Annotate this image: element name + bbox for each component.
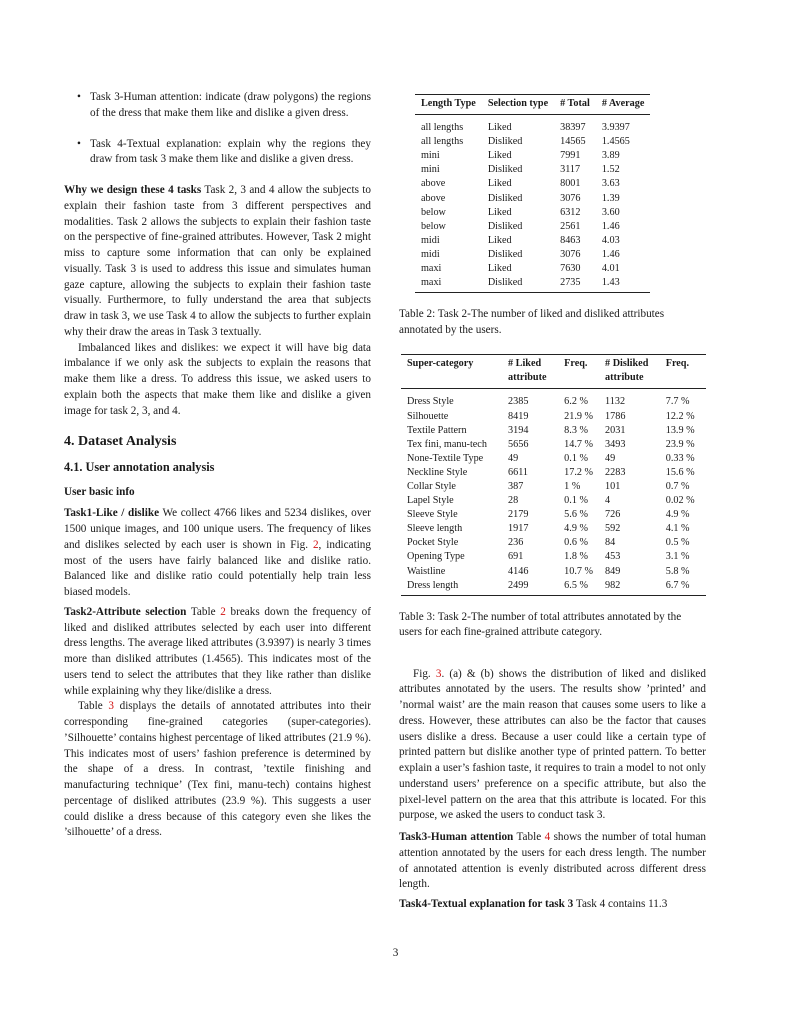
table2-cell: midi: [421, 234, 440, 246]
table3-cell: 23.9 %: [665, 438, 695, 450]
table3-row: [401, 508, 706, 522]
table3-cell: 2179: [508, 509, 529, 521]
table3-cell: 0.1 %: [564, 452, 588, 464]
table3-cell: 28: [508, 495, 519, 507]
task2-paragraph: [64, 605, 371, 700]
table3-cell: 5.8 %: [665, 565, 690, 577]
table2-cell: 4.01: [601, 263, 620, 275]
table3-cell: Sleeve Style: [407, 509, 458, 521]
table3-cell: 0.02 %: [665, 495, 695, 507]
table3-caption: Table 3: Task 2-The number of total attributes annotated by the users for each fine-grained attribute category.: [399, 610, 682, 639]
basic-info-title: User basic info: [64, 486, 135, 499]
task4-paragraph: [399, 897, 706, 913]
table3-cell: 4.1 %: [665, 523, 690, 535]
table2-header-row: [415, 95, 650, 115]
task4-title: Task4-Textual explanation for task 3: [399, 898, 574, 911]
why-paragraph: [64, 183, 371, 341]
table3-row: [401, 424, 706, 438]
table3-cell: 13.9 %: [665, 424, 695, 436]
task2-text: Table: [190, 605, 216, 618]
table2-cell: mini: [421, 164, 440, 176]
table2-row: [415, 262, 650, 276]
table3-cell: 12.2 %: [665, 410, 695, 422]
table2-cell: Disliked: [487, 220, 523, 232]
table3-cell: 5.6 %: [564, 509, 588, 521]
table3-cell: Dress length: [401, 579, 502, 596]
table3-cell: 1132: [605, 396, 626, 408]
table3-cell: 10.7 %: [564, 565, 594, 577]
table2-row: [415, 115, 650, 136]
table2-cell: above: [421, 178, 446, 190]
table2-row: [415, 177, 650, 191]
table3-header: # Liked attribute: [502, 355, 558, 389]
table3-cell: 1917: [508, 523, 529, 535]
table3-header-row: [401, 355, 706, 389]
table3-cell: Lapel Style: [407, 495, 454, 507]
task3-paragraph: [399, 830, 706, 893]
table3-cell: 2283: [605, 466, 626, 478]
table2-cell: 1.46: [601, 220, 620, 232]
table2-cell: 1.39: [601, 192, 620, 204]
table3-row: [401, 466, 706, 480]
table3-link[interactable]: 3: [108, 700, 114, 713]
table2-row: [415, 163, 650, 177]
table3-cell: 0.6 %: [564, 537, 588, 549]
table3-cell: 1.8 %: [564, 551, 588, 563]
table3-cell: 101: [605, 480, 621, 492]
table3-cell: Dress Style: [407, 396, 454, 408]
fig2-link[interactable]: 2: [312, 538, 319, 551]
why-title: Why we design these 4 tasks: [64, 184, 202, 196]
table2-cell: 6312: [560, 206, 581, 218]
task1-text: We collect 4766 likes and 5234 dislikes, over 1500 unique images, and 100 unique users. The frequency of likes and dislikes selected by each user is shown in Fig.: [64, 507, 371, 551]
table2-cell: below: [421, 220, 446, 232]
table2-cell: midi: [421, 248, 440, 260]
table3-cell: 2031: [605, 424, 626, 436]
table3-cell: 0.7 %: [665, 480, 690, 492]
table2-cell: 2735: [554, 276, 596, 293]
table2-cell: 1.52: [601, 164, 620, 176]
table3-header: Super-category: [401, 355, 502, 389]
table2-cell: Liked: [487, 263, 512, 275]
task1-paragraph: [64, 506, 371, 601]
table2-caption: Table 2: Task 2-The number of liked and disliked attributes annotated by the users.: [399, 308, 665, 336]
table3-cell: 691: [508, 551, 524, 563]
right-column: [399, 90, 706, 913]
table2-cell: below: [421, 206, 446, 218]
task4-text: Task 4 contains 11.3: [575, 898, 668, 911]
table2-cell: 14565: [560, 136, 586, 148]
table3-cell: 0.1 %: [564, 495, 588, 507]
table2-link[interactable]: 2: [220, 605, 226, 618]
table2-cell: 3.9397: [601, 122, 630, 134]
subsection-title: 4.1. User annotation analysis: [64, 460, 215, 475]
table2-cell: 8001: [560, 178, 581, 190]
table2-row: [415, 220, 650, 234]
table2-cell: 3.63: [601, 178, 620, 190]
table2-cell: Liked: [487, 178, 512, 190]
table3-body: [401, 389, 706, 595]
table3-cell: 0.33 %: [665, 452, 695, 464]
table2-cell: 7630: [560, 263, 581, 275]
table3-cell: Silhouette: [407, 410, 449, 422]
table3-row: [401, 522, 706, 536]
table4-link[interactable]: 4: [544, 831, 551, 844]
table2-cell: Liked: [487, 206, 512, 218]
table3-cell: 6.2 %: [564, 396, 588, 408]
table2-row: [415, 149, 650, 163]
table2-cell: Liked: [487, 150, 512, 162]
table3-cell: 5656: [508, 438, 529, 450]
table3-row: [401, 438, 706, 452]
table3-cell: 4146: [508, 565, 529, 577]
table2-cell: mini: [421, 150, 440, 162]
table3-cell: 1786: [605, 410, 626, 422]
table3-cell: 6.5 %: [558, 579, 599, 596]
table2-cell: 1.4565: [601, 136, 630, 148]
task1-title: Task1-Like / dislike: [64, 507, 160, 520]
table3-cell: Pocket Style: [407, 537, 459, 549]
table3-cell: Opening Type: [407, 551, 465, 563]
table3-cell: 4.9 %: [564, 523, 588, 535]
table2-body: [415, 115, 650, 293]
table2-header: # Average: [596, 95, 651, 115]
table3-cell: 849: [605, 565, 621, 577]
table2-row: [415, 206, 650, 220]
bullet-task4: • Task 4-Textual explanation: explain why the regions they draw from task 3 make them like and dislike a given dress.: [64, 137, 371, 169]
table3-cell: 453: [605, 551, 621, 563]
table3-cell: 7.7 %: [665, 396, 690, 408]
table2-cell: 3117: [560, 164, 581, 176]
table3-cell: 15.6 %: [665, 466, 695, 478]
table2-cell: Disliked: [482, 276, 554, 293]
table2-cell: 3076: [560, 192, 581, 204]
table3-cell: 49: [508, 452, 519, 464]
table3-row: [401, 565, 706, 579]
table3-cell: Collar Style: [407, 480, 456, 492]
task-bullet-list: [64, 90, 371, 168]
table2-cell: all lengths: [421, 122, 464, 134]
table2-cell: 2561: [560, 220, 581, 232]
table3-cell: 17.2 %: [564, 466, 594, 478]
table3-header: # Disliked attribute: [599, 355, 660, 389]
table2-cell: 38397: [560, 122, 586, 134]
table3-row: [401, 452, 706, 466]
table-2: [415, 94, 650, 293]
fig3-link[interactable]: 3: [435, 667, 442, 680]
section-title: 4. Dataset Analysis: [64, 434, 177, 450]
table2-cell: maxi: [415, 276, 482, 293]
why-text: Task 2, 3 and 4 allow the subjects to explain their fashion taste from 3 different perspectives and modalities. Task 2 allows the subjects to explain their fashion taste on the perspective of fine-grained attributes. However, Task 2 might miss to capture some information that can only be explained visually. Task 3 is used to address this issue and simulates human gaze capture, allowing the subjects to explain their fashion taste visually. Furthermore, to fully understand the area that subjects draw in task 3, we use Task 4 to allow the subjects to further explain why their draw the areas in Task 3 textually.: [64, 184, 371, 338]
table3-cell: 3194: [508, 424, 529, 436]
table2-cell: Disliked: [487, 136, 523, 148]
table3-row: [401, 480, 706, 494]
task3-text: Table: [516, 831, 542, 844]
table3-cell: 1 %: [564, 480, 581, 492]
table3-cell: 982: [599, 579, 660, 596]
table3-cell: 2499: [502, 579, 558, 596]
table2-row: [415, 192, 650, 206]
table2-row: [415, 234, 650, 248]
task3-text-cont: shows the number of total human attention annotated by the users for each dress length. The number of annotated attention is evenly distributed across different dress length.: [399, 831, 707, 891]
table3-cell: 49: [605, 452, 616, 464]
table3-paragraph: [64, 699, 371, 841]
table3-cell: 726: [605, 509, 621, 521]
bullet-task3: • Task 3-Human attention: indicate (draw polygons) the regions of the dress that make them like and dislike a given dress.: [64, 90, 371, 122]
table-3: [401, 354, 706, 596]
table3-cell: 6611: [508, 466, 529, 478]
table3-header: Freq.: [660, 355, 706, 389]
table3-cell: 236: [508, 537, 524, 549]
table2-cell: 7991: [560, 150, 581, 162]
table2-cell: maxi: [421, 263, 442, 275]
table2-cell: Liked: [487, 234, 512, 246]
table2-cell: 1.43: [596, 276, 651, 293]
table3-row: [401, 494, 706, 508]
table3-cell: Tex fini, manu-tech: [407, 438, 487, 450]
table3-cell: 0.5 %: [665, 537, 690, 549]
table2-cell: Disliked: [487, 164, 523, 176]
table2-header: Selection type: [482, 95, 554, 115]
table2-row: [415, 248, 650, 262]
fig3-paragraph: [399, 667, 706, 825]
table3-cell: Textile Pattern: [407, 424, 467, 436]
table3-row: [401, 536, 706, 550]
table2-cell: 3.60: [601, 206, 620, 218]
fig3-text: Fig.: [413, 667, 431, 680]
table3-cell: 4.9 %: [665, 509, 690, 521]
table2-cell: 3076: [560, 248, 581, 260]
table3-cell: Waistline: [407, 565, 446, 577]
table3-cell: 84: [605, 537, 616, 549]
table2-cell: 3.89: [601, 150, 620, 162]
table3-cell: Sleeve length: [407, 523, 463, 535]
table2-cell: all lengths: [421, 136, 464, 148]
table3-row: [401, 410, 706, 424]
task3-title: Task3-Human attention: [399, 831, 514, 844]
table3-cell: 8.3 %: [564, 424, 588, 436]
table3-text-cont: displays the details of annotated attributes into their corresponding fine-grained categories (super-categories). ’Silhouette’ contains highest percentage of liked attributes (21.9 %). This indicates most of users’ fashion preference is determined by the shape of a dress. In contrast, ’textile finishing and manufacturing technique’ (Tex fini, manu-tech) contains highest percentage of disliked attributes (23.9 %). This suggests a user could dislike a dress because of this category even she likes the ’silhouette’ of a dress.: [64, 700, 372, 839]
table2-cell: 8463: [560, 234, 581, 246]
left-column: [64, 90, 371, 841]
table2-cell: 1.46: [601, 248, 620, 260]
table3-cell: 387: [508, 480, 524, 492]
table3-text: Table: [78, 700, 103, 713]
table3-cell: 592: [605, 523, 621, 535]
imbalanced-paragraph: Imbalanced likes and dislikes: we expect it will have big data imbalance if we only ask the subjects to explain the reasons that make them like a dress. To address this issue, we asked users to explain both the aspects that make them like and dislike a given image for task 2, 3, and 4.: [64, 341, 371, 417]
table2-cell: Disliked: [487, 192, 523, 204]
table3-cell: 21.9 %: [564, 410, 594, 422]
task2-title: Task2-Attribute selection: [64, 605, 187, 618]
task2-text-cont: breaks down the frequency of liked and disliked attributes selected by each user into different dress lengths. The average liked attributes (3.9397) is nearly 3 times more than disliked attributes (1.4565). This indicates most of the users tend to select the attributes that they like rather than dislike while explaining why they like/dislike a dress.: [64, 605, 371, 697]
table3-cell: 3493: [605, 438, 626, 450]
table3-cell: Neckline Style: [407, 466, 468, 478]
table3-cell: None-Textile Type: [407, 452, 484, 464]
page-number: 3: [392, 947, 399, 959]
table3-row: [401, 389, 706, 410]
table3-row: [401, 550, 706, 564]
table2-header: # Total: [554, 95, 596, 115]
fig3-text-cont: . (a) & (b) shows the distribution of liked and disliked attributes annotated by the users. The results show ’printed’ and ’normal waist’ are the main reason that causes some users to like a dress. However, these attributes can also be the factor that causes users dislike a dress. Because a user could like a certain type of printed pattern but dislike another type of printed pattern. To better explain a user’s fashion taste, it requires to train a model to not only understand users’ preference on a specific attribute, but also the pixel-level pattern on the area that this attribute is located. For this purpose, we asked the users to conduct task 3.: [399, 667, 706, 822]
table2-cell: above: [421, 192, 446, 204]
table3-header: Freq.: [558, 355, 599, 389]
table3-row: [401, 579, 706, 596]
table3-cell: 4: [605, 495, 611, 507]
task1-text-cont: , indicating most of the users have fairly balanced like and dislike ratio. Balanced like and dislike ratio could potentially help train less biased models.: [64, 538, 371, 598]
table2-cell: Liked: [487, 122, 512, 134]
table3-cell: 6.7 %: [660, 579, 706, 596]
table2-row: [415, 276, 650, 293]
table2-header: Length Type: [415, 95, 482, 115]
table2-row: [415, 135, 650, 149]
table2-cell: 4.03: [601, 234, 620, 246]
table2-cell: Disliked: [487, 248, 523, 260]
table3-cell: 8419: [508, 410, 529, 422]
table3-cell: 3.1 %: [665, 551, 690, 563]
table3-cell: 2385: [508, 396, 529, 408]
table3-cell: 14.7 %: [564, 438, 594, 450]
